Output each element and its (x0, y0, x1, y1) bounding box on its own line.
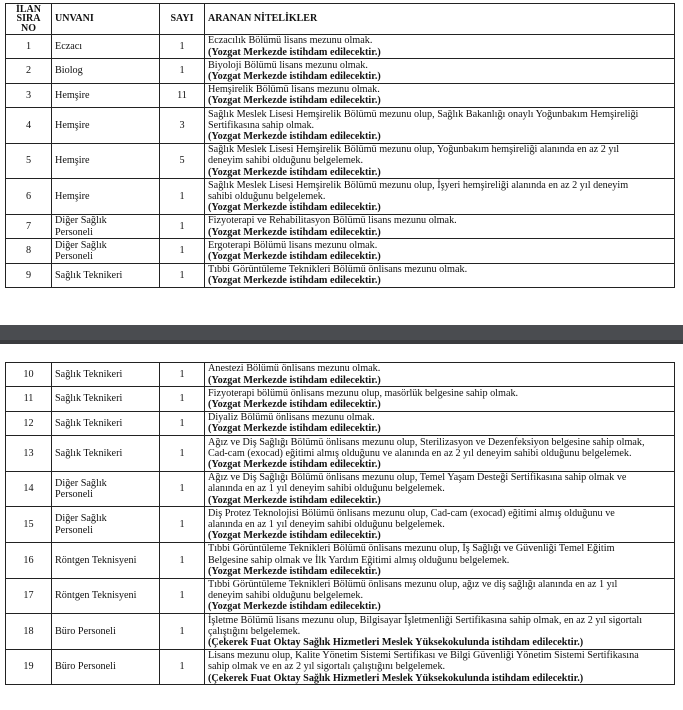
cell-aranan-nitelikler (205, 59, 675, 83)
cell-unvan (52, 507, 160, 543)
header-sayi: SAYI (160, 4, 205, 35)
table-row (6, 649, 675, 685)
requirement-line: Ergoterapi Bölümü lisans mezunu olmak. (208, 239, 378, 251)
cell-sayi: 1 (160, 263, 205, 287)
cell-sayi: 1 (160, 387, 205, 411)
cell-unvan (52, 35, 160, 59)
requirement-line: Diş Protez Teknolojisi Bölümü önlisans mezunu olup, Cad-cam (exocad) eğitimi almış olduğunu ve (208, 507, 615, 519)
cell-ilan-no: 12 (6, 411, 52, 435)
location-note: (Yozgat Merkezde istihdam edilecektir.) (208, 95, 381, 107)
table-row (6, 59, 675, 83)
cell-unvan (52, 578, 160, 614)
unvan-line: Sağlık Teknikeri (55, 393, 123, 405)
table-row (6, 239, 675, 263)
requirement-line: alanında en az 1 yıl deneyim sahibi olduğunu belgelemek. (208, 519, 445, 531)
table-row (6, 143, 675, 179)
unvan-line: Röntgen Teknisyeni (55, 554, 137, 566)
location-note: (Yozgat Merkezde istihdam edilecektir.) (208, 530, 381, 542)
cell-unvan (52, 179, 160, 215)
location-note: (Yozgat Merkezde istihdam edilecektir.) (208, 399, 381, 411)
cell-aranan-nitelikler (205, 649, 675, 685)
table-row (6, 387, 675, 411)
cell-ilan-no: 16 (6, 542, 52, 578)
location-note: (Yozgat Merkezde istihdam edilecektir.) (208, 166, 381, 178)
requirement-line: Tıbbi Görüntüleme Teknikleri Bölümü önlisans mezunu olup, ağız ve diş sağlığı alanında en az 1 yıl (208, 579, 618, 591)
cell-sayi: 1 (160, 649, 205, 685)
cell-unvan (52, 263, 160, 287)
table-row (6, 507, 675, 543)
table-row (6, 471, 675, 507)
cell-aranan-nitelikler (205, 143, 675, 179)
cell-unvan (52, 542, 160, 578)
requirement-line: sahip olmak ve en az 2 yıl sigortalı çalıştığını belgelemek. (208, 661, 446, 673)
requirement-line: Ağız ve Diş Sağlığı Bölümü önlisans mezunu olup, Sterilizasyon ve Dezenfeksiyon belgesine sahip olmak, (208, 436, 645, 448)
job-table-page-1 (5, 3, 675, 288)
unvan-line: Sağlık Teknikeri (55, 417, 123, 429)
header-unvani: UNVANI (52, 4, 160, 35)
cell-aranan-nitelikler (205, 179, 675, 215)
unvan-line: Büro Personeli (55, 625, 116, 637)
page-break-divider (0, 325, 683, 344)
unvan-line: Sağlık Teknikeri (55, 447, 123, 459)
table-row (6, 578, 675, 614)
cell-sayi: 1 (160, 35, 205, 59)
table-row (6, 614, 675, 650)
unvan-line: Hemşire (55, 119, 90, 131)
header-aranan-nitelikler: ARANAN NİTELİKLER (205, 4, 675, 35)
cell-ilan-no: 6 (6, 179, 52, 215)
requirement-line: deneyim sahibi olduğunu belgelemek. (208, 590, 364, 602)
cell-ilan-no: 14 (6, 471, 52, 507)
requirement-line: Cad-cam (exocad) eğitimi almış olduğunu ve alanında en az 2 yıl deneyim sahibi olduğunu belgelemek. (208, 447, 632, 459)
unvan-line: Hemşire (55, 89, 90, 101)
table-row (6, 263, 675, 287)
table-row (6, 179, 675, 215)
location-note: (Yozgat Merkezde istihdam edilecektir.) (208, 494, 381, 506)
cell-sayi: 1 (160, 578, 205, 614)
cell-sayi: 1 (160, 436, 205, 472)
cell-aranan-nitelikler (205, 542, 675, 578)
unvan-line: Personeli (55, 489, 93, 501)
cell-unvan (52, 143, 160, 179)
unvan-line: Diğer Sağlık (55, 477, 107, 489)
unvan-line: Personeli (55, 524, 93, 536)
cell-sayi: 1 (160, 239, 205, 263)
requirement-line: Sağlık Meslek Lisesi Hemşirelik Bölümü mezunu olup, Yoğunbakım hemşireliği alanında en az 2 yıl (208, 144, 620, 156)
unvan-line: Personeli (55, 226, 93, 238)
cell-ilan-no: 18 (6, 614, 52, 650)
cell-aranan-nitelikler (205, 239, 675, 263)
location-note: (Yozgat Merkezde istihdam edilecektir.) (208, 46, 381, 58)
cell-unvan (52, 59, 160, 83)
requirement-line: Fizyoterapi bölümü önlisans mezunu olup, masörlük belgesine sahip olmak. (208, 387, 519, 399)
requirement-line: Anestezi Bölümü önlisans mezunu olmak. (208, 363, 381, 375)
cell-sayi: 1 (160, 471, 205, 507)
cell-unvan (52, 614, 160, 650)
location-note: (Çekerek Fuat Oktay Sağlık Hizmetleri Meslek Yüksekokulunda istihdam edilecektir.) (208, 672, 584, 684)
unvan-line: Sağlık Teknikeri (55, 369, 123, 381)
cell-sayi: 1 (160, 363, 205, 387)
cell-unvan (52, 363, 160, 387)
table-row (6, 436, 675, 472)
requirement-line: Diyaliz Bölümü önlisans mezunu olmak. (208, 412, 375, 424)
cell-unvan (52, 387, 160, 411)
location-note: (Yozgat Merkezde istihdam edilecektir.) (208, 423, 381, 435)
cell-aranan-nitelikler (205, 614, 675, 650)
cell-ilan-no: 3 (6, 83, 52, 107)
requirement-line: Belgesine sahip olmak ve İlk Yardım Eğitimi almış olduğunu belgelemek. (208, 554, 510, 566)
cell-aranan-nitelikler (205, 578, 675, 614)
cell-sayi: 1 (160, 179, 205, 215)
unvan-line: Büro Personeli (55, 661, 116, 673)
requirement-line: deneyim sahibi olduğunu belgelemek. (208, 155, 364, 167)
unvan-line: Diğer Sağlık (55, 215, 107, 227)
cell-sayi: 3 (160, 108, 205, 144)
cell-aranan-nitelikler (205, 35, 675, 59)
table-row (6, 214, 675, 238)
requirement-line: Biyoloji Bölümü lisans mezunu olmak. (208, 59, 368, 71)
table-row (6, 411, 675, 435)
location-note: (Yozgat Merkezde istihdam edilecektir.) (208, 226, 381, 238)
cell-sayi: 1 (160, 214, 205, 238)
location-note: (Yozgat Merkezde istihdam edilecektir.) (208, 374, 381, 386)
cell-sayi: 11 (160, 83, 205, 107)
cell-unvan (52, 108, 160, 144)
cell-sayi: 1 (160, 411, 205, 435)
cell-aranan-nitelikler (205, 471, 675, 507)
table-row (6, 363, 675, 387)
cell-aranan-nitelikler (205, 507, 675, 543)
cell-ilan-no: 8 (6, 239, 52, 263)
table-body-page-1 (6, 35, 675, 288)
unvan-line: Hemşire (55, 191, 90, 203)
cell-ilan-no: 15 (6, 507, 52, 543)
cell-unvan (52, 83, 160, 107)
cell-aranan-nitelikler (205, 108, 675, 144)
cell-sayi: 1 (160, 507, 205, 543)
cell-unvan (52, 471, 160, 507)
cell-sayi: 1 (160, 614, 205, 650)
table-row (6, 108, 675, 144)
location-note: (Yozgat Merkezde istihdam edilecektir.) (208, 459, 381, 471)
unvan-line: Biolog (55, 65, 83, 77)
cell-ilan-no: 5 (6, 143, 52, 179)
cell-aranan-nitelikler (205, 411, 675, 435)
location-note: (Yozgat Merkezde istihdam edilecektir.) (208, 131, 381, 143)
requirement-line: Tıbbi Görüntüleme Teknikleri Bölümü önlisans mezunu olup, İş Sağlığı ve Güvenliği Temel Eğitim (208, 543, 615, 555)
cell-aranan-nitelikler (205, 214, 675, 238)
requirement-line: Tıbbi Görüntüleme Teknikleri Bölümü önlisans mezunu olmak. (208, 264, 468, 276)
cell-aranan-nitelikler (205, 436, 675, 472)
location-note: (Yozgat Merkezde istihdam edilecektir.) (208, 71, 381, 83)
cell-ilan-no: 17 (6, 578, 52, 614)
table-row (6, 35, 675, 59)
unvan-line: Hemşire (55, 155, 90, 167)
requirement-line: İşletme Bölümü lisans mezunu olup, Bilgisayar İşletmenliği Sertifikasına sahip olmak, en az 2 yıl sigortalı (208, 614, 643, 626)
cell-unvan (52, 436, 160, 472)
unvan-line: Diğer Sağlık (55, 513, 107, 525)
cell-sayi: 1 (160, 59, 205, 83)
cell-ilan-no: 2 (6, 59, 52, 83)
requirement-line: Sertifikasına sahip olmak. (208, 119, 315, 131)
requirement-line: Sağlık Meslek Lisesi Hemşirelik Bölümü mezunu olup, İşyeri hemşireliği alanında en az 2 yıl deneyim (208, 179, 629, 191)
cell-unvan (52, 214, 160, 238)
cell-ilan-no: 7 (6, 214, 52, 238)
table-body-page-2 (6, 363, 675, 685)
cell-ilan-no: 19 (6, 649, 52, 685)
job-table-page-2 (5, 362, 675, 685)
cell-unvan (52, 239, 160, 263)
cell-ilan-no: 11 (6, 387, 52, 411)
requirement-line: Fizyoterapi ve Rehabilitasyon Bölümü lisans mezunu olmak. (208, 215, 457, 227)
cell-sayi: 5 (160, 143, 205, 179)
cell-unvan (52, 411, 160, 435)
cell-aranan-nitelikler (205, 83, 675, 107)
requirement-line: alanında en az 1 yıl deneyim sahibi olduğunu belgelemek. (208, 483, 445, 495)
cell-unvan (52, 649, 160, 685)
requirement-line: Ağız ve Diş Sağlığı Bölümü önlisans mezunu olup, Temel Yaşam Desteği Sertifikasına sahip olmak ve (208, 472, 627, 484)
cell-ilan-no: 9 (6, 263, 52, 287)
location-note: (Yozgat Merkezde istihdam edilecektir.) (208, 275, 381, 287)
header-ilan-sira-no: İLAN SIRA NO (6, 4, 52, 35)
requirement-line: çalıştığını belgelemek. (208, 625, 301, 637)
cell-aranan-nitelikler (205, 363, 675, 387)
table-row (6, 542, 675, 578)
location-note: (Yozgat Merkezde istihdam edilecektir.) (208, 601, 381, 613)
cell-aranan-nitelikler (205, 387, 675, 411)
cell-ilan-no: 13 (6, 436, 52, 472)
requirement-line: Eczacılık Bölümü lisans mezunu olmak. (208, 35, 373, 47)
cell-aranan-nitelikler (205, 263, 675, 287)
requirement-line: Hemşirelik Bölümü lisans mezunu olmak. (208, 84, 380, 96)
location-note: (Yozgat Merkezde istihdam edilecektir.) (208, 202, 381, 214)
unvan-line: Personeli (55, 251, 93, 263)
cell-sayi: 1 (160, 542, 205, 578)
requirement-line: Sağlık Meslek Lisesi Hemşirelik Bölümü mezunu olup, Sağlık Bakanlığı onaylı Yoğunbakım Hemşireliği (208, 108, 639, 120)
table-header-row (6, 4, 675, 35)
requirement-line: sahibi olduğunu belgelemek. (208, 191, 326, 203)
location-note: (Yozgat Merkezde istihdam edilecektir.) (208, 565, 381, 577)
cell-ilan-no: 10 (6, 363, 52, 387)
cell-ilan-no: 1 (6, 35, 52, 59)
unvan-line: Eczacı (55, 41, 83, 53)
location-note: (Çekerek Fuat Oktay Sağlık Hizmetleri Meslek Yüksekokulunda istihdam edilecektir.) (208, 637, 584, 649)
unvan-line: Röntgen Teknisyeni (55, 590, 137, 602)
unvan-line: Diğer Sağlık (55, 239, 107, 251)
cell-ilan-no: 4 (6, 108, 52, 144)
table-row (6, 83, 675, 107)
unvan-line: Sağlık Teknikeri (55, 269, 123, 281)
requirement-line: Lisans mezunu olup, Kalite Yönetim Sistemi Sertifikası ve Bilgi Güvenliği Yönetim Sistemi Sertifikasına (208, 650, 639, 662)
location-note: (Yozgat Merkezde istihdam edilecektir.) (208, 251, 381, 263)
